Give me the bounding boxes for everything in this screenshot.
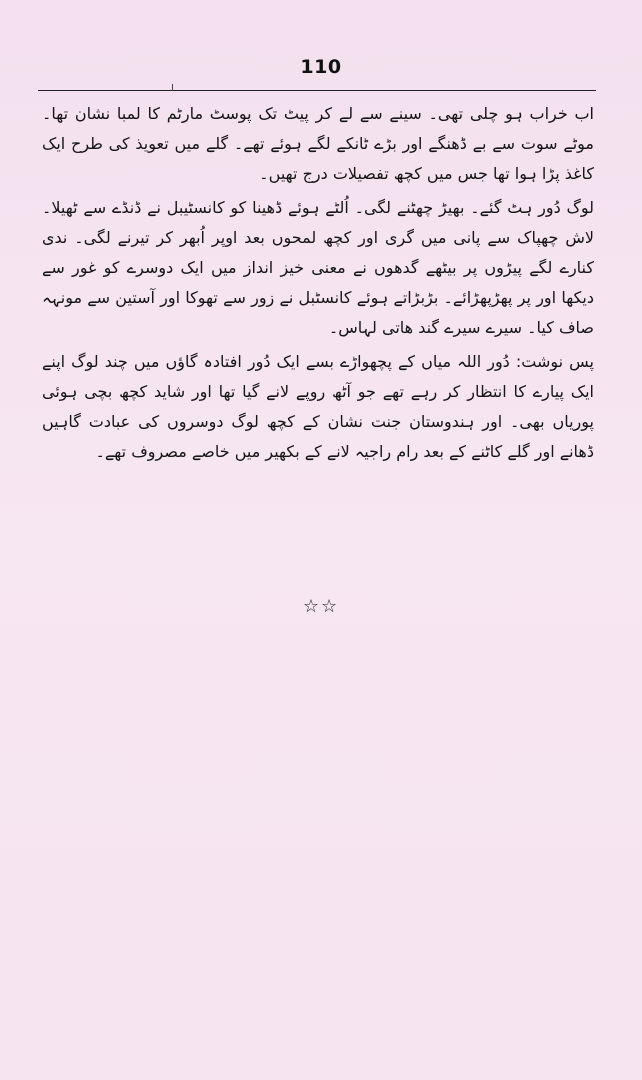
body-text [42,99,594,471]
header-rule-tick [172,84,173,91]
section-divider-stars: ☆☆ [302,596,340,617]
paragraph-2: لوگ دُور ہٹ گئے۔ بھیڑ چھٹنے لگی۔ اُلٹے ہوئے ڈھینا کو کانسٹیبل نے ڈنڈے سے ٹھیلا۔ لاش چھپاک سے پانی میں گری اور کچھ لمحوں بعد اوپر اُبھر کر تیرنے لگی۔ ندی کنارے لگے پیڑوں پر بیٹھے گدھوں نے معنی خیز انداز میں ایک دوسرے کو غور سے دیکھا اور پر پھڑپھڑائے۔ بڑبڑاتے ہوئے کانسٹبل نے زور سے تھوکا اور آستین سے مونہہ صاف کیا۔ سیرے سیرے گند ھاتی لہاس۔ [42,198,594,337]
paragraph-1: اب خراب ہو چلی تھی۔ سینے سے لے کر پیٹ تک پوسٹ مارٹم کا لمبا نشان تھا۔ موٹے سوت سے بے ڈھنگے اور بڑے ٹانکے لگے ہوئے تھے۔ گلے میں تعویذ کی طرح ایک کاغذ پڑا ہوا تھا جس میں کچھ تفصیلات درج تھیں۔ [42,104,594,183]
header-rule [38,90,596,91]
paragraph-3: پس نوشت: دُور اللہ میاں کے پچھواڑے بسے ایک دُور افتادہ گاؤں میں چند لوگ اپنے ایک پیارے کا انتظار کر رہے تھے جو آٹھ روپے لانے گیا تھا اور شاید کچھ بچی ہوئی پوریاں بھی۔ اور ہندوستان جنت نشان کے کچھ لوگ دوسروں کی عبادت گاہیں ڈھانے اور گلے کاٹنے کے بعد رام راجیہ لانے کے بکھیر میں خاصے مصروف تھے۔ [42,352,594,461]
page-number: 110 [300,56,342,78]
